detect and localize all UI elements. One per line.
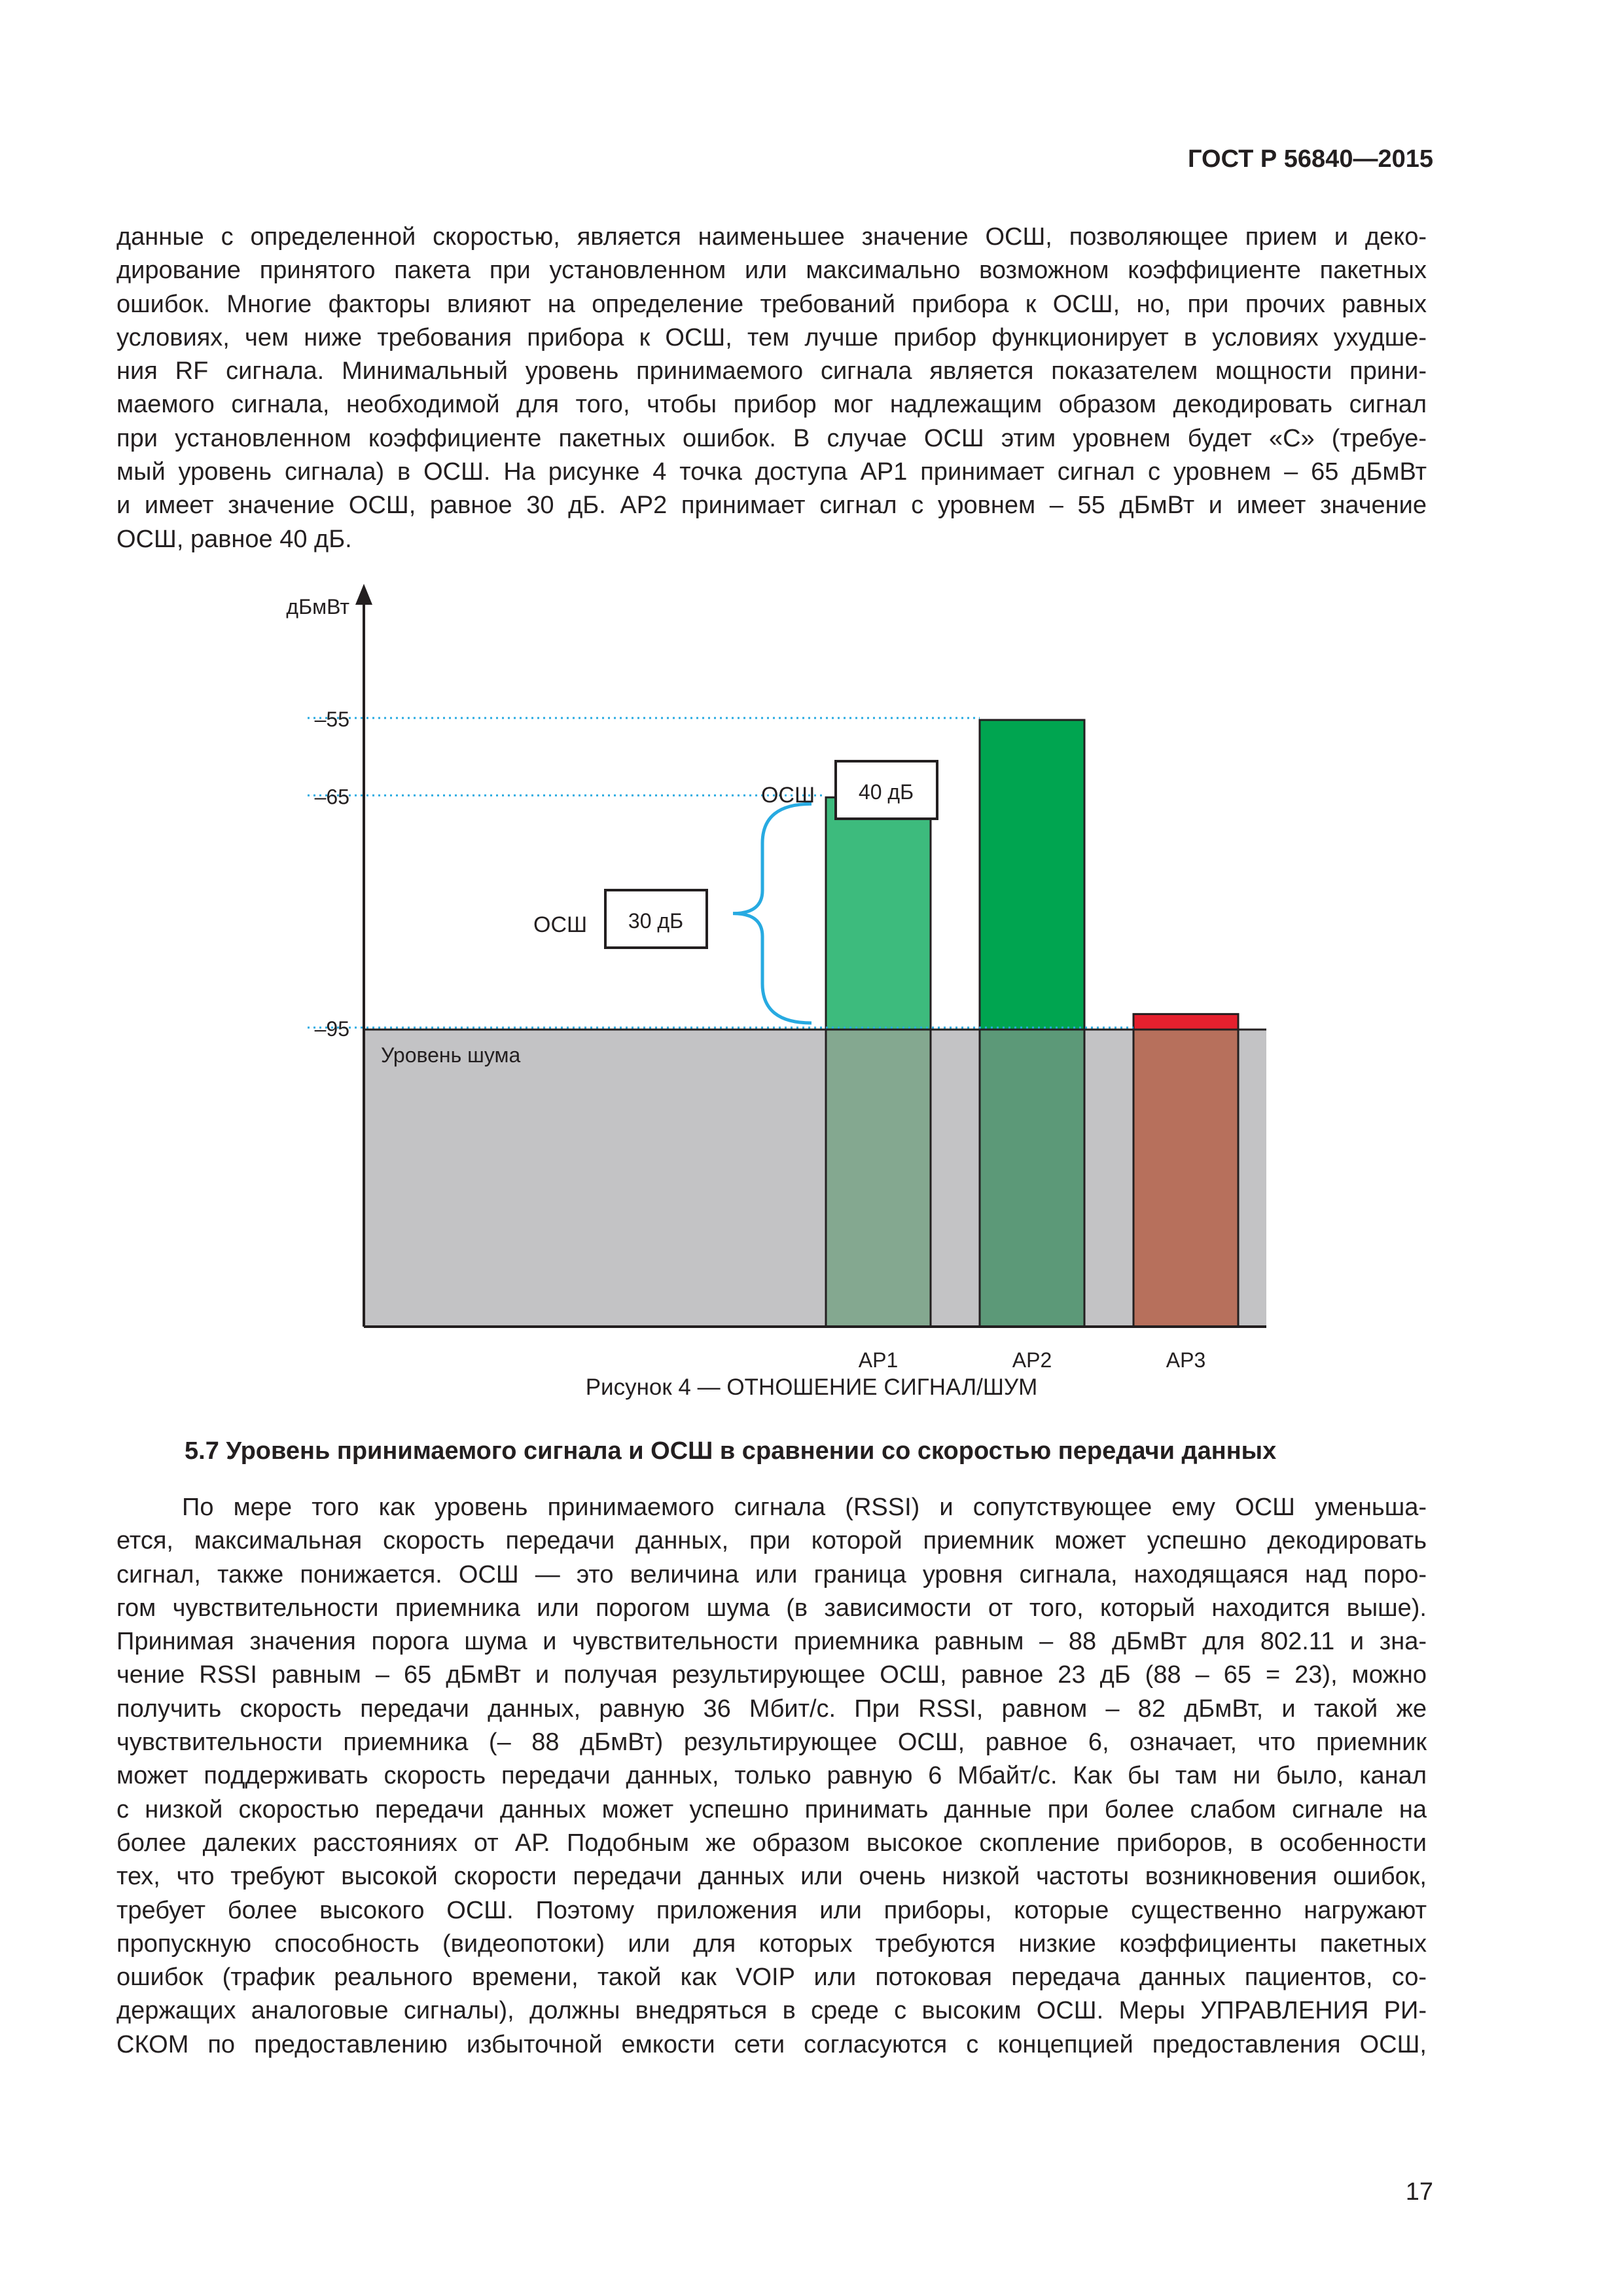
x-tick-label: АР2 bbox=[1012, 1348, 1052, 1372]
x-tick-label: АР3 bbox=[1166, 1348, 1206, 1372]
text-line: СКОМ по предоставлению избыточной емкости сети согласуются с концепцией предоставления ОСШ, bbox=[116, 2030, 1427, 2058]
text-line: может поддерживать скорость передачи данных, только равную 6 Мбайт/с. Как бы там ни было, канал bbox=[116, 1762, 1427, 1790]
text-line: сигнал, также понижается. ОСШ — это величина или граница уровня сигнала, находящаяся над поро- bbox=[116, 1560, 1427, 1588]
bar-above-noise bbox=[1133, 1014, 1238, 1030]
bar-above-noise bbox=[826, 797, 931, 1030]
text-line: гом чувствительности приемника или порогом шума (в зависимости от того, который находится выше). bbox=[116, 1594, 1427, 1622]
noise-floor-label: Уровень шума bbox=[381, 1043, 521, 1067]
document-id: ГОСТ Р 56840—2015 bbox=[1188, 145, 1433, 173]
y-tick-label: –55 bbox=[314, 708, 349, 731]
snr-label: ОСШ bbox=[761, 783, 815, 808]
y-tick-label: –65 bbox=[314, 785, 349, 809]
noise-floor-area bbox=[364, 1030, 1266, 1327]
text-line: ния RF сигнала. Минимальный уровень принимаемого сигнала является показателем мощности прини- bbox=[116, 357, 1427, 386]
text-line: пропускную способность (видеопотоки) или для которых требуются низкие коэффициенты пакетных bbox=[116, 1929, 1427, 1958]
text-line: и имеет значение ОСШ, равное 30 дБ. АР2 принимает сигнал с уровнем – 55 дБмВт и имеет значение bbox=[116, 492, 1427, 520]
bar-below-noise bbox=[980, 1030, 1084, 1327]
text-line: По мере того как уровень принимаемого сигнала (RSSI) и сопутствующее ему ОСШ уменьша- bbox=[182, 1494, 1427, 1521]
figure-caption: Рисунок 4 — ОТНОШЕНИЕ СИГНАЛ/ШУМ bbox=[585, 1374, 1038, 1400]
y-axis-arrow bbox=[355, 584, 372, 605]
bar-below-noise bbox=[826, 1030, 931, 1327]
paragraph-bottom bbox=[116, 1491, 1427, 2062]
snr-value: 40 дБ bbox=[858, 780, 914, 804]
snr-label: ОСШ bbox=[533, 912, 588, 937]
text-line: с низкой скоростью передачи данных может успешно принимать данные при более слабом сигнале на bbox=[116, 1795, 1427, 1823]
text-line: при установленном коэффициенте пакетных ошибок. В случае ОСШ этим уровнем будет «С» (требуе- bbox=[116, 424, 1427, 452]
section-heading: 5.7 Уровень принимаемого сигнала и ОСШ в сравнении со скоростью передачи данных bbox=[185, 1437, 1277, 1465]
text-line: получить скорость передачи данных, равную 36 Мбит/с. При RSSI, равном – 82 дБмВт, и такой же bbox=[116, 1695, 1427, 1723]
text-line: тех, что требуют высокой скорости передачи данных или очень низкой частоты возникновения ошибок, bbox=[116, 1863, 1427, 1891]
text-line: данные с определенной скоростью, является наименьшее значение ОСШ, позволяющее прием и деко- bbox=[116, 223, 1427, 251]
page-number: 17 bbox=[1405, 2178, 1433, 2206]
text-line: ется, максимальная скорость передачи данных, при которой приемник может успешно декодировать bbox=[116, 1527, 1427, 1555]
snr-value: 30 дБ bbox=[628, 909, 684, 933]
text-line: чувствительности приемника (– 88 дБмВт) результирующее ОСШ, равное 6, означает, что приемник bbox=[116, 1729, 1427, 1757]
text-line: мый уровень сигнала) в ОСШ. На рисунке 4 точка доступа АР1 принимает сигнал с уровнем – 65 дБмВт bbox=[116, 458, 1427, 486]
y-axis-label: дБмВт bbox=[286, 595, 349, 619]
text-line: Принимая значения порога шума и чувствительности приемника равным – 88 дБмВт для 802.11 и зна- bbox=[116, 1628, 1427, 1656]
text-line: ошибок. Многие факторы влияют на определение требований прибора к ОСШ, но, при прочих равных bbox=[116, 290, 1427, 318]
text-line: держащих аналоговые сигналы), должны внедряться в среде с высоким ОСШ. Меры УПРАВЛЕНИЯ РИ- bbox=[116, 1997, 1427, 2025]
x-tick-label: АР1 bbox=[858, 1348, 899, 1372]
bar-below-noise bbox=[1133, 1030, 1238, 1327]
bar-above-noise bbox=[980, 720, 1084, 1030]
y-tick-label: –95 bbox=[314, 1017, 349, 1041]
text-line: ОСШ, равное 40 дБ. bbox=[116, 525, 352, 553]
text-line: более далеких расстояниях от АР. Подобным же образом высокое скопление приборов, в особенности bbox=[116, 1829, 1427, 1857]
text-line: условиях, чем ниже требования прибора к ОСШ, тем лучше прибор функционирует в условиях ухудше- bbox=[116, 323, 1427, 351]
snr-brace bbox=[733, 804, 812, 1023]
text-line: требует более высокого ОСШ. Поэтому приложения или приборы, которые существенно нагружают bbox=[116, 1896, 1427, 1924]
text-line: дирование принятого пакета при установленном или максимально возможном коэффициенте пакетных bbox=[116, 257, 1427, 285]
text-line: чение RSSI равным – 65 дБмВт и получая результирующее ОСШ, равное 23 дБ (88 – 65 = 23), можно bbox=[116, 1661, 1427, 1689]
text-line: ошибок (трафик реального времени, такой как VOIP или потоковая передача данных пациентов, со- bbox=[116, 1964, 1427, 1992]
text-line: маемого сигнала, необходимой для того, чтобы прибор мог надлежащим образом декодировать сигнал bbox=[116, 391, 1427, 419]
